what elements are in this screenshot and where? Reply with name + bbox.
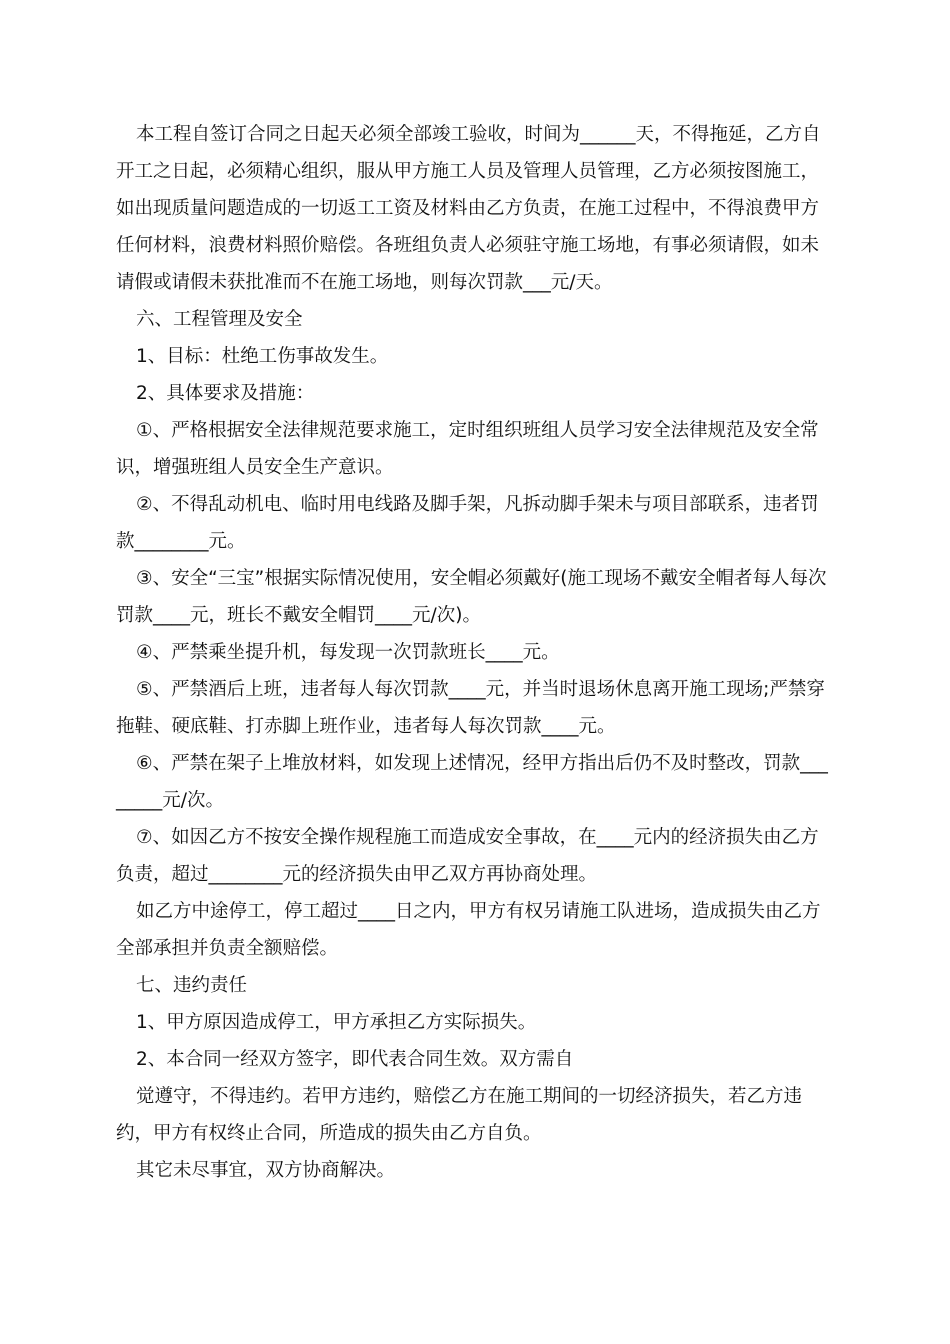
paragraph-requirements-heading: 2、具体要求及措施： (136, 383, 315, 404)
paragraph-liability-1: 1、甲方原因造成停工，甲方承担乙方实际损失。 (136, 1012, 537, 1033)
paragraph-item-7: ⑦、如因乙方不按安全操作规程施工而造成安全事故，在____元内的经济损失由乙方负责，超过________元的经济损失由甲乙双方再协商处理。 (116, 827, 819, 885)
paragraph-item-6: ⑥、严禁在架子上堆放材料，如发现上述情况，经甲方指出后仍不及时整改，罚款________元/次。 (116, 753, 828, 811)
paragraph-item-2: ②、不得乱动机电、临时用电线路及脚手架，凡拆动脚手架未与项目部联系，违者罚款________元。 (116, 494, 819, 552)
section-heading-safety: 六、工程管理及安全 (136, 309, 303, 330)
paragraph-goal: 1、目标：杜绝工伤事故发生。 (136, 346, 389, 367)
paragraph-other-matters: 其它未尽事宜，双方协商解决。 (136, 1160, 396, 1181)
paragraph-item-4: ④、严禁乘坐提升机，每发现一次罚款班长____元。 (136, 642, 560, 663)
paragraph-liability-2: 2、本合同一经双方签字，即代表合同生效。双方需自 (136, 1049, 574, 1070)
paragraph-work-stoppage: 如乙方中途停工，停工超过____日之内，甲方有权另请施工队进场，造成损失由乙方全部承担并负责全额赔偿。 (116, 901, 821, 959)
paragraph-liability-2-cont: 觉遵守，不得违约。若甲方违约，赔偿乙方在施工期间的一切经济损失，若乙方违约，甲方有权终止合同，所造成的损失由乙方自负。 (116, 1086, 803, 1144)
paragraph-item-3: ③、安全“三宝”根据实际情况使用，安全帽必须戴好(施工现场不戴安全帽者每人每次罚款____元，班长不戴安全帽罚____元/次)。 (116, 568, 827, 626)
paragraph-item-1: ①、严格根据安全法律规范要求施工，定时组织班组人员学习安全法律规范及安全常识，增强班组人员安全生产意识。 (116, 420, 819, 478)
section-heading-liability: 七、违约责任 (136, 975, 248, 996)
paragraph-completion-term: 本工程自签订合同之日起天必须全部竣工验收，时间为______天，不得拖延，乙方自开工之日起，必须精心组织，服从甲方施工人员及管理人员管理，乙方必须按图施工，如出现质量问题造成的一切返工工资及材料由乙方负责，在施工过程中，不得浪费甲方任何材料，浪费材料照价赔偿。各班组负责人必须驻守施工场地，有事必须请假，如未请假或请假未获批准而不在施工场地，则每次罚款___元/天。 (116, 124, 821, 293)
paragraph-item-5: ⑤、严禁酒后上班，违者每人每次罚款____元，并当时退场休息离开施工现场;严禁穿拖鞋、硬底鞋、打赤脚上班作业，违者每人每次罚款____元。 (116, 679, 825, 737)
document-page (116, 116, 836, 1189)
